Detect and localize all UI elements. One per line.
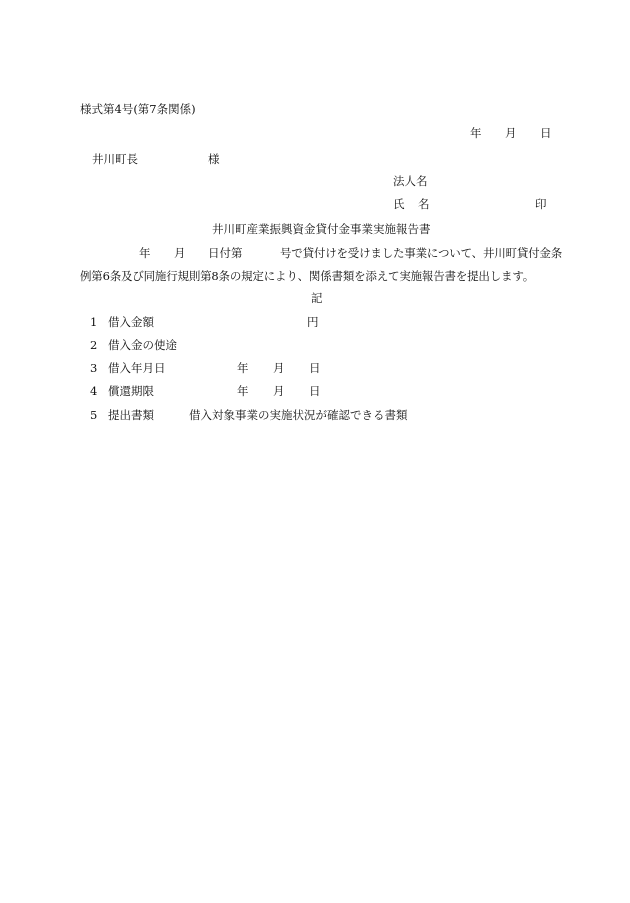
item-number: 3 xyxy=(90,361,98,375)
name-label-2: 名 xyxy=(418,197,430,211)
body-line1-rest: 号で貸付けを受けました事業について、井川町貸付金条 xyxy=(280,246,563,260)
item-number: 5 xyxy=(90,408,98,422)
document-title: 井川町産業振興資金貸付金事業実施報告書 xyxy=(212,222,431,236)
item-month: 月 xyxy=(273,384,285,398)
item-label: 提出書類 xyxy=(108,408,154,422)
name-label-1: 氏 xyxy=(393,197,405,211)
date-month: 月 xyxy=(505,126,517,140)
item-label: 借入年月日 xyxy=(108,361,166,375)
date-year: 年 xyxy=(470,126,482,140)
item-label: 借入金の使途 xyxy=(108,338,177,352)
seal-mark: 印 xyxy=(535,197,547,211)
addressee-honorific: 様 xyxy=(208,152,220,166)
ki-heading: 記 xyxy=(311,291,323,305)
date-day: 日 xyxy=(540,126,552,140)
item-number: 4 xyxy=(90,384,98,398)
corp-name-label: 法人名 xyxy=(393,174,428,188)
item-day: 日 xyxy=(309,384,321,398)
body-year: 年 xyxy=(139,246,151,260)
form-number: 様式第4号(第7条関係) xyxy=(80,102,196,116)
item-year: 年 xyxy=(237,361,249,375)
item-value: 円 xyxy=(307,315,319,329)
item-label: 借入金額 xyxy=(108,315,154,329)
item-day: 日 xyxy=(309,361,321,375)
body-dated: 日付第 xyxy=(208,246,243,260)
item-value: 借入対象事業の実施状況が確認できる書類 xyxy=(189,408,408,422)
item-number: 2 xyxy=(90,338,98,352)
body-month: 月 xyxy=(174,246,186,260)
item-label: 償還期限 xyxy=(108,384,154,398)
item-year: 年 xyxy=(237,384,249,398)
item-number: 1 xyxy=(90,315,98,329)
addressee-name: 井川町長 xyxy=(92,152,138,166)
item-month: 月 xyxy=(273,361,285,375)
body-line2: 例第6条及び同施行規則第8条の規定により、関係書類を添えて実施報告書を提出します。 xyxy=(80,269,535,283)
